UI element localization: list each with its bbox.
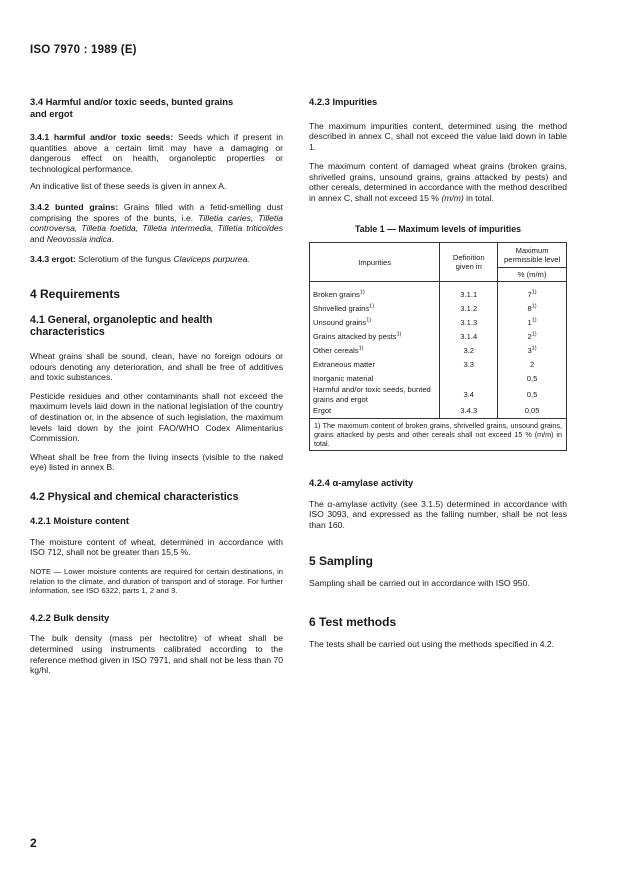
section-3-4-2 [30,202,283,244]
table-row [310,371,567,385]
max-level-value: 2$^{1)}$ [498,329,567,343]
impurity-name: Grains attacked by pests$^{1)}$ [310,329,440,343]
impurity-name: Broken grains$^{1)}$ [310,282,440,302]
section-4-2-4-text: The α-amylase activity (see 3.1.5) determined in accordance with ISO 3093, and expressed as the falling number, shall be not less than 160. [309,498,567,530]
left-column [30,96,283,676]
impurities-para-2 [309,161,567,203]
definition-ref: 3.4.3 [440,404,498,419]
definition: Grains filled with a fetid-smelling dust comprising the spores of the bunts, i.e. [30,201,284,223]
section-3-4-title: 3.4 Harmful and/or toxic seeds, bunted grains and ergot [30,96,234,119]
definition: Seeds which if present in quantities above a certain limit may have a damaging or dangerous effect on health, organoleptic properties or technological performance. [30,132,283,174]
section-4-1-para-3: Wheat shall be free from the living insects (visible to the naked eye) listed in annex B. [30,451,283,473]
impurities-table [309,242,567,451]
table-row [310,343,567,357]
section-4-1-title: 4.1 General, organoleptic and health characteristics [30,313,213,339]
table-row [310,404,567,419]
impurity-name: Ergot [310,404,440,419]
impurity-name: Other cereals$^{1)}$ [310,343,440,357]
impurity-name: Shrivelled grains$^{1)}$ [310,301,440,315]
species-name: Neovossia indica. [46,233,115,244]
unit: (m/m) [441,193,464,204]
definition-ref: 3.1.1 [440,282,498,302]
section-5-title: 5 Sampling [309,554,374,569]
max-level-value: 7$^{1)}$ [498,282,567,302]
right-column [309,96,567,650]
header-definition: Definition given in [440,243,498,282]
max-level-value: 8$^{1)}$ [498,301,567,315]
section-4-title: 4 Requirements [30,286,121,301]
document-header: ISO 7970 : 1989 (E) [30,44,137,56]
moisture-note: NOTE — Lower moisture contents are required for certain destinations, in relation to the climate, and duration of transport and of storage. For further information, see ISO 6322, parts 1, 2 and 3. [30,567,283,596]
table-row [310,385,567,404]
table-row [310,301,567,315]
text: in total. [466,193,494,204]
section-4-2-title: 4.2 Physical and chemical characteristics [30,490,239,503]
header-max-level [498,243,567,282]
annex-a-reference: An indicative list of these seeds is given in annex A. [30,181,227,192]
species-name: Claviceps purpurea. [173,254,250,265]
section-4-1-para-1: Wheat grains shall be sound, clean, have no foreign odours or odours denoting any deterioration, and shall be free of additives and toxic substances. [30,350,283,383]
term: 3.4.3 ergot: [30,254,76,265]
definition-ref: 3.1.4 [440,329,498,343]
species-list: Tilletia caries, Tilletia controversa, Tilletia foetida, Tilletia intermedia, Tilletia triticoïdes [30,212,284,234]
section-3-4-3 [30,254,283,265]
table-row [310,315,567,329]
table-caption: Table 1 — Maximum levels of impurities [354,223,522,234]
max-level-value: 0,5 [498,385,567,404]
max-level-value: 2 [498,357,567,371]
max-level-value: 1$^{1)}$ [498,315,567,329]
definition: Sclerotium of the fungus [78,254,171,265]
section-4-2-1-text: The moisture content of wheat, determined in accordance with ISO 712, shall not be greater than 15,5 %. [30,536,283,558]
max-level-value: 0,05 [498,404,567,419]
section-4-2-3-title: 4.2.3 Impurities [309,96,378,107]
definition-ref: 3.1.2 [440,301,498,315]
conjunction: and [30,233,45,244]
max-level-value: 3$^{1)}$ [498,343,567,357]
unit-label: % (m/m) [498,267,566,280]
max-level-value: 0,5 [498,371,567,385]
max-level-label: Maximum permissible level [504,245,561,265]
page-number: 2 [30,836,37,850]
section-4-1-para-2: Pesticide residues and other contaminants shall not exceed the maximum levels laid down in the national legislation of the country of destination or, in the absence of such legislation, the maximum levels laid down by the joint FAO/WHO Codex Alimentarius Commission. [30,390,283,444]
impurity-name: Unsound grains$^{1)}$ [310,315,440,329]
section-6-text: The tests shall be carried out using the methods specified in 4.2. [309,638,555,649]
section-4-2-2-text: The bulk density (mass per hectolitre) of wheat shall be determined using instruments calibrated according to the reference method given in ISO 7971, and shall not be less than 70 kg/hl. [30,633,283,676]
impurity-name: Extraneous matter [310,357,440,371]
section-4-2-1-title: 4.2.1 Moisture content [30,515,129,527]
table-row [310,329,567,343]
term: 3.4.1 harmful and/or toxic seeds: [30,132,174,142]
definition-ref: 3.1.3 [440,315,498,329]
definition-ref: 3.3 [440,357,498,371]
definition-ref: 3.4 [440,385,498,404]
definition-ref [440,371,498,385]
section-3-4-1 [30,132,283,174]
header-impurities: Impurities [310,243,440,282]
text: The maximum content of damaged wheat grains (broken grains, shrivelled grains, unsound grains, grains attacked by pests) and other cereals, determined in accordance with the method described in annex C, shall not exceed 15 % [309,161,567,204]
section-4-2-4-title: 4.2.4 α-amylase activity [309,477,414,489]
section-4-2-2-title: 4.2.2 Bulk density [30,611,110,623]
term: 3.4.2 bunted grains: [30,201,119,212]
section-6-title: 6 Test methods [309,614,397,629]
definition-ref: 3.2 [440,343,498,357]
impurities-para-1: The maximum impurities content, determined using the method described in annex C, shall not exceed the value laid down in table 1. [309,120,567,152]
table-row [310,357,567,371]
impurity-name: Harmful and/or toxic seeds, bunted grains and ergot [310,385,440,404]
table-row [310,282,567,302]
impurity-name: Inorganic material [310,371,440,385]
section-5-text: Sampling shall be carried out in accordance with ISO 950. [309,578,530,589]
table-footnote: 1) The maximum content of broken grains, shrivelled grains, unsound grains, grains attacked by pests and other cereals shall not exceed 15 % (m/m) in total. [310,419,567,451]
